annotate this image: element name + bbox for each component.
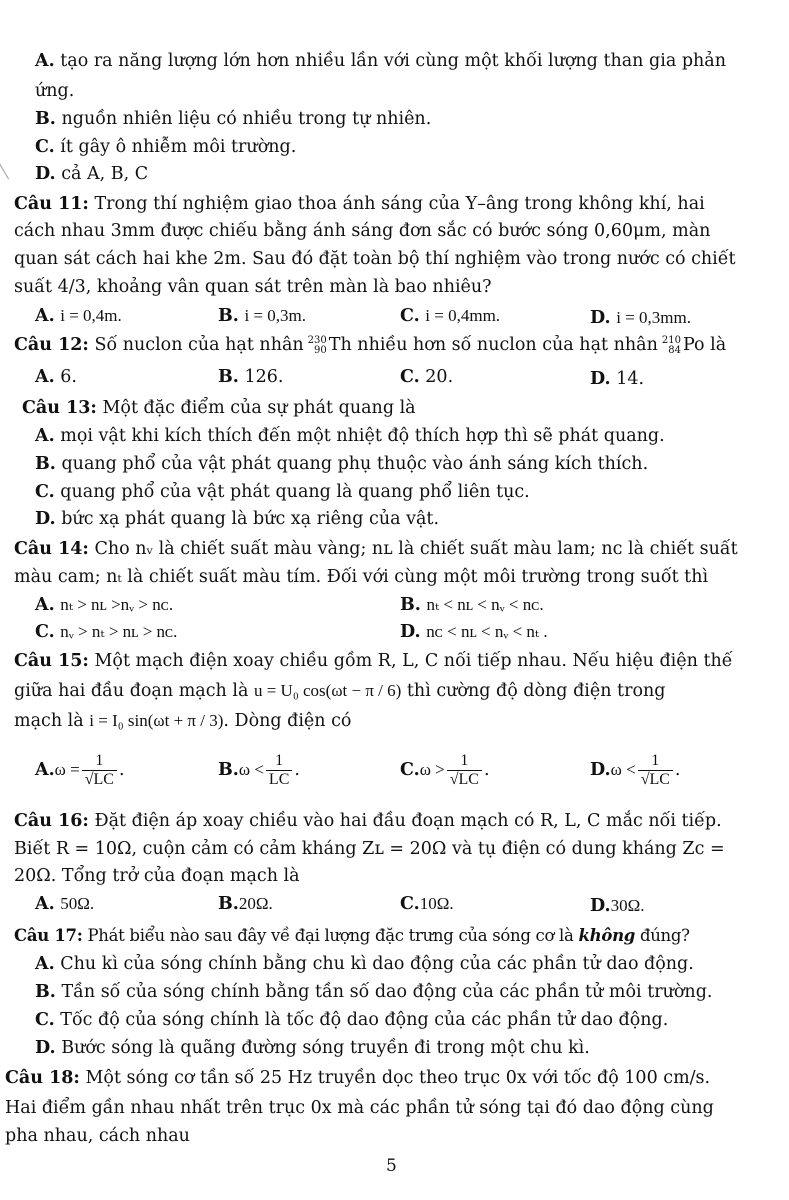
q15-option-c: C.ω > $\frac{1}{√LC}$ . xyxy=(400,752,490,788)
q14-option-a: A. nₜ > nʟ >nᵥ > nᴄ. xyxy=(35,595,174,615)
q15-c-fraction: $\frac{1}{√LC}$ xyxy=(447,752,482,789)
q13-option-a: A. mọi vật khi kích thích đến một nhiệt độ thích hợp thì sẽ phát quang. xyxy=(35,426,665,446)
q13-stem: Câu 13: Một đặc điểm của sự phát quang là xyxy=(22,398,416,418)
q11-option-a: A. i = 0,4m. xyxy=(35,306,122,326)
q11-option-b: B. i = 0,3m. xyxy=(218,306,307,326)
q18-stem: Câu 18: Một sóng cơ tần số 25 Hz truyền dọc theo trục 0x với tốc độ 100 cm/s. xyxy=(5,1068,711,1088)
q17-option-d: D. Bước sóng là quãng đường sóng truyền đi trong một chu kì. xyxy=(35,1038,590,1058)
q12-option-d: D. 14. xyxy=(590,369,645,389)
q13-option-d: D. bức xạ phát quang là bức xạ riêng của vật. xyxy=(35,509,440,529)
q15-option-b: B.ω < $\frac{1}{LC}$ . xyxy=(218,752,300,788)
q15-stem-line2: giữa hai đầu đoạn mạch là u = U₀ cos(ωt − π / 6) thì cường độ dòng điện trong xyxy=(14,681,666,701)
q15-stem: Câu 15: Một mạch điện xoay chiều gồm R, L, C nối tiếp nhau. Nếu hiệu điện thế xyxy=(14,651,733,671)
q10-option-a: A. tạo ra năng lượng lớn hơn nhiều lần với cùng một khối lượng than gia phản xyxy=(35,51,726,71)
q15-d-fraction: $\frac{1}{√LC}$ xyxy=(638,752,673,789)
q18-stem-line2: Hai điểm gần nhau nhất trên trục 0x mà các phần tử sóng tại đó dao động cùng xyxy=(5,1098,714,1118)
q16-option-c: C.10Ω. xyxy=(400,894,454,914)
q14-stem-line2: màu cam; nₜ là chiết suất màu tím. Đối với cùng một môi trường trong suốt thì xyxy=(14,567,709,587)
q12-option-b: B. 126. xyxy=(218,367,284,387)
q11-stem-line2: cách nhau 3mm được chiếu bằng ánh sáng đơn sắc có bước sóng 0,60μm, màn xyxy=(14,221,711,241)
q12-stem: Câu 12: Số nuclon của hạt nhân 230 90 Th nhiều hơn số nuclon của hạt nhân 210 84 Po là xyxy=(14,334,727,356)
q10-option-c: C. ít gây ô nhiễm môi trường. xyxy=(35,137,297,157)
q12-option-a: A. 6. xyxy=(35,367,77,387)
q16-stem-line2: Biết R = 10Ω, cuộn cảm có cảm kháng Zʟ = 20Ω và tụ điện có dung kháng Zc = xyxy=(14,839,725,859)
q11-stem: Câu 11: Trong thí nghiệm giao thoa ánh sáng của Y–âng trong không khí, hai xyxy=(14,194,705,214)
q16-option-b: B.20Ω. xyxy=(218,894,273,914)
q16-stem: Câu 16: Đặt điện áp xoay chiều vào hai đầu đoạn mạch có R, L, C mắc nối tiếp. xyxy=(14,811,722,831)
q12-option-c: C. 20. xyxy=(400,367,454,387)
q14-stem: Câu 14: Cho nᵥ là chiết suất màu vàng; nʟ là chiết suất màu lam; nᴄ là chiết suất xyxy=(14,539,738,559)
q17-stem: Câu 17: Phát biểu nào sau đây về đại lượng đặc trưng của sóng cơ là không đúng? xyxy=(14,926,690,945)
q14-option-c: C. nᵥ > nₜ > nʟ > nᴄ. xyxy=(35,622,178,642)
page-number: 5 xyxy=(386,1156,397,1176)
q10-option-d: D. cả A, B, C xyxy=(35,164,149,184)
q15-a-fraction: $\frac{1}{√LC}$ xyxy=(82,752,117,789)
q17-option-c: C. Tốc độ của sóng chính là tốc độ dao động của các phần tử dao động. xyxy=(35,1010,669,1030)
q17-option-b: B. Tần số của sóng chính bằng tần số dao động của các phần tử môi trường. xyxy=(35,982,713,1002)
q10-option-a-cont: ứng. xyxy=(35,81,75,101)
q14-option-d: D. nᴄ < nʟ < nᵥ < nₜ . xyxy=(400,622,548,642)
q13-option-b: B. quang phổ của vật phát quang phụ thuộc vào ánh sáng kích thích. xyxy=(35,454,649,474)
q15-option-a: A.ω = $\frac{1}{√LC}$ . xyxy=(35,752,125,788)
th-nuclide: 230 90 xyxy=(307,334,327,356)
q14-option-b: B. nₜ < nʟ < nᵥ < nᴄ. xyxy=(400,595,544,615)
q10-option-b: B. nguồn nhiên liệu có nhiều trong tự nhiên. xyxy=(35,109,432,129)
q11-option-d: D. i = 0,3mm. xyxy=(590,308,691,328)
q16-option-a: A. 50Ω. xyxy=(35,894,95,914)
q11-option-c: C. i = 0,4mm. xyxy=(400,306,501,326)
pen-mark xyxy=(0,158,18,179)
po-nuclide: 210 84 xyxy=(661,334,681,356)
q13-option-c: C. quang phổ của vật phát quang là quang phổ liên tục. xyxy=(35,482,530,502)
q15-option-d: D.ω < $\frac{1}{√LC}$ . xyxy=(590,752,681,788)
q16-stem-line3: 20Ω. Tổng trở của đoạn mạch là xyxy=(14,866,300,886)
q18-stem-line3: pha nhau, cách nhau xyxy=(5,1126,190,1146)
q15-stem-line3: mạch là i = I₀ sin(ωt + π / 3). Dòng điện có xyxy=(14,711,352,731)
q17-option-a: A. Chu kì của sóng chính bằng chu kì dao động của các phần tử dao động. xyxy=(35,954,694,974)
q11-stem-line3: quan sát cách hai khe 2m. Sau đó đặt toàn bộ thí nghiệm vào trong nước có chiết xyxy=(14,249,736,269)
q15-b-fraction: $\frac{1}{LC}$ xyxy=(266,752,292,789)
q11-stem-line4: suất 4/3, khoảng vân quan sát trên màn là bao nhiêu? xyxy=(14,277,492,297)
q16-option-d: D.30Ω. xyxy=(590,896,645,916)
